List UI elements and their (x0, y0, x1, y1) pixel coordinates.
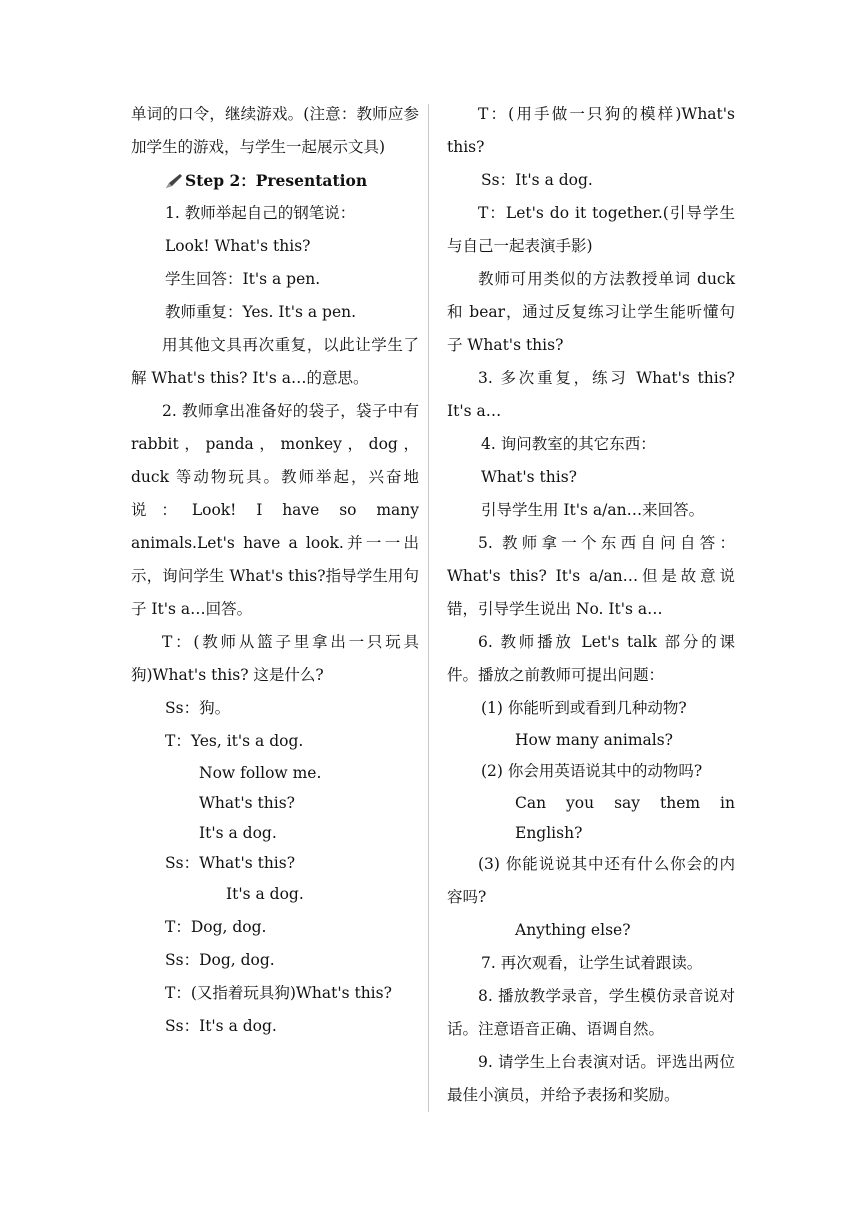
paragraph: 5. 教师拿一个东西自问自答：What's this? It's a/an…但是故意说错，引导学生说出 No. It's a… (447, 534, 735, 618)
paragraph: 6. 教师播放 Let's talk 部分的课件。播放之前教师可提出问题： (447, 633, 735, 684)
question-line: Anything else? (515, 921, 631, 939)
column-divider (428, 104, 429, 1112)
step-title: Step 2：Presentation (185, 171, 368, 190)
dialogue-line: Ss：狗。 (165, 699, 231, 717)
dialogue-line: Now follow me. (199, 764, 322, 782)
text-line: 引导学生用 It's a/an…来回答。 (481, 501, 705, 519)
dialogue-line: T：Yes, it's a dog. (165, 732, 304, 750)
question-line: (3) 你能说说其中还有什么你会的内容吗? (447, 855, 735, 906)
paragraph: 8. 播放教学录音，学生模仿录音说对话。注意语音正确、语调自然。 (447, 987, 735, 1038)
dialogue-line: T：Dog, dog. (165, 918, 267, 936)
text-line: 7. 再次观看，让学生试着跟读。 (481, 954, 703, 972)
dialogue-line: Ss：It's a dog. (165, 1017, 277, 1035)
text-line: What's this? (481, 468, 577, 486)
step-heading (131, 164, 419, 197)
text-line: 4. 询问教室的其它东西： (481, 435, 656, 453)
dialogue-line: What's this? (199, 794, 295, 812)
right-column (447, 98, 735, 1112)
paragraph: 单词的口令，继续游戏。(注意：教师应参加学生的游戏，与学生一起展示文具) (131, 105, 419, 156)
question-line: (2) 你会用英语说其中的动物吗? (481, 762, 703, 780)
paragraph: 用其他文具再次重复，以此让学生了解 What's this? It's a…的意思。 (131, 336, 419, 387)
paragraph: 9. 请学生上台表演对话。评选出两位最佳小演员，并给予表扬和奖励。 (447, 1053, 735, 1104)
text-line: 教师重复：Yes. It's a pen. (165, 303, 357, 321)
text-line: Look! What's this? (165, 237, 311, 255)
paragraph: 3. 多次重复，练习 What's this? It's a… (447, 369, 735, 420)
text-line: 1. 教师举起自己的钢笔说： (165, 204, 356, 222)
left-column (131, 98, 419, 1043)
dialogue-line: It's a dog. (226, 885, 304, 903)
dialogue-line: Ss：Dog, dog. (165, 951, 275, 969)
question-line: (1) 你能听到或看到几种动物? (481, 699, 687, 717)
paragraph: T：(用手做一只狗的模样)What's this? (447, 105, 735, 156)
question-line: How many animals? (515, 731, 673, 749)
paragraph: T：(教师从篮子里拿出一只玩具狗)What's this? 这是什么? (131, 633, 419, 684)
question-line: Can you say them in English? (515, 794, 735, 842)
pen-icon (165, 173, 183, 189)
dialogue-line: Ss：What's this? (165, 854, 296, 872)
paragraph: 教师可用类似的方法教授单词 duck 和 bear，通过反复练习让学生能听懂句子 What's this? (447, 270, 735, 354)
text-line: Ss：It's a dog. (481, 171, 593, 189)
dialogue-line: T：(又指着玩具狗)What's this? (165, 984, 392, 1002)
paragraph: T：Let's do it together.(引导学生与自己一起表演手影) (447, 204, 735, 255)
paragraph: 2. 教师拿出准备好的袋子，袋子中有 rabbit，panda，monkey，dog， duck 等动物玩具。教师举起，兴奋地说：Look! I have so many animals.Let's have a look.并一一出示，询问学生 What's this?指导学生用句子 It's a…回答。 (131, 402, 419, 618)
dialogue-line: It's a dog. (199, 824, 277, 842)
text-line: 学生回答：It's a pen. (165, 270, 321, 288)
